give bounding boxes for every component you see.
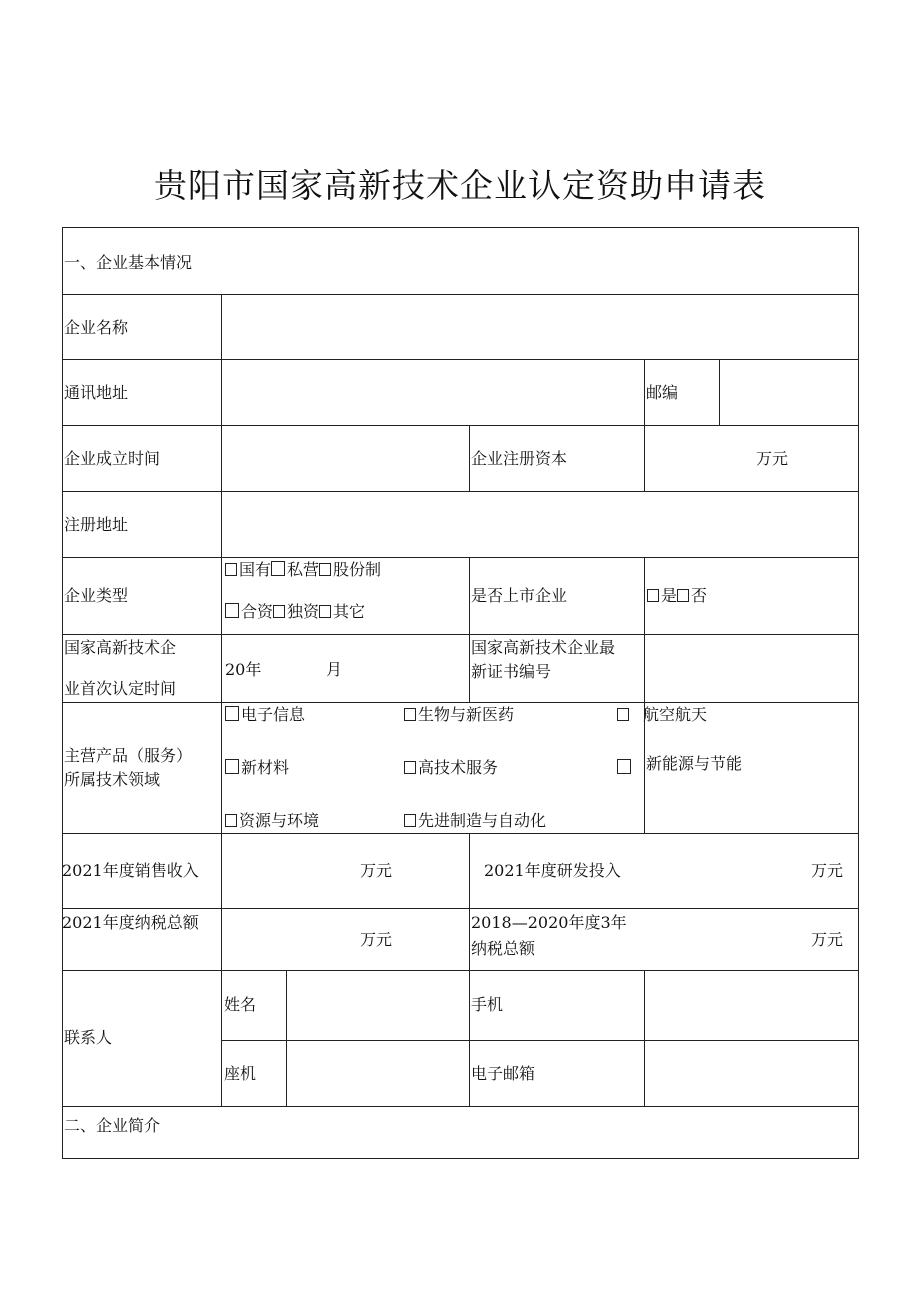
landline-field[interactable] <box>287 1041 467 1104</box>
other-type-checkbox[interactable] <box>319 605 331 618</box>
listed-options: 是 否 <box>647 586 707 606</box>
contact-label: 联系人 <box>64 1028 113 1047</box>
contact-name-field[interactable] <box>287 971 467 1038</box>
postcode-label: 邮编 <box>646 383 679 402</box>
rd-label: 2021年度研发投入 <box>484 861 621 880</box>
electronic-checkbox[interactable] <box>225 706 239 721</box>
tech-field-label-line2: 所属技术领域 <box>64 770 161 789</box>
resources-checkbox[interactable] <box>225 814 237 827</box>
listed-label: 是否上市企业 <box>471 586 568 605</box>
option-electronic: 电子信息 <box>225 705 305 725</box>
address-label: 通讯地址 <box>64 383 129 402</box>
reg-address-field[interactable] <box>222 492 856 554</box>
hitech-service-checkbox[interactable] <box>404 761 416 774</box>
contact-name-label: 姓名 <box>224 995 257 1014</box>
tax-unit: 万元 <box>360 930 393 949</box>
tax3-label-line2: 纳税总额 <box>471 939 536 958</box>
mobile-label: 手机 <box>471 995 504 1014</box>
listed-yes-checkbox[interactable] <box>647 589 659 602</box>
state-owned-checkbox[interactable] <box>225 563 237 576</box>
listed-no-checkbox[interactable] <box>677 589 689 602</box>
tax-label: 2021年度纳税总额 <box>62 913 199 932</box>
rd-unit: 万元 <box>811 861 844 880</box>
mobile-field[interactable] <box>645 971 856 1038</box>
energy-checkbox[interactable] <box>617 759 631 774</box>
reg-address-label: 注册地址 <box>64 515 129 534</box>
postcode-field[interactable] <box>720 360 856 422</box>
manufacturing-checkbox[interactable] <box>404 814 416 827</box>
company-name-field[interactable] <box>222 295 856 357</box>
section-company-profile-heading: 二、企业简介 <box>64 1116 161 1135</box>
joint-stock-checkbox[interactable] <box>319 563 331 576</box>
section-basic-info-heading: 一、企业基本情况 <box>64 253 193 272</box>
company-type-label: 企业类型 <box>64 586 129 605</box>
option-energy-label: 新能源与节能 <box>646 754 743 773</box>
email-label: 电子邮箱 <box>471 1064 536 1083</box>
form-title: 贵阳市国家高新技术企业认定资助申请表 <box>154 166 766 205</box>
option-manufacturing: 先进制造与自动化 <box>404 811 546 831</box>
bio-checkbox[interactable] <box>404 708 416 721</box>
latest-cert-label-line2: 新证书编号 <box>471 662 552 681</box>
latest-cert-field[interactable] <box>645 636 856 698</box>
option-resources: 资源与环境 <box>225 811 319 831</box>
private-checkbox[interactable] <box>271 561 285 576</box>
reg-capital-label: 企业注册资本 <box>471 449 568 468</box>
email-field[interactable] <box>645 1041 856 1104</box>
sole-foreign-checkbox[interactable] <box>273 605 285 618</box>
first-cert-month[interactable]: 月 <box>326 660 343 679</box>
founded-field[interactable] <box>222 426 467 488</box>
latest-cert-label-line1: 国家高新技术企业最 <box>471 638 616 657</box>
energy-checkbox-wrap <box>617 758 633 778</box>
company-name-label: 企业名称 <box>64 318 129 337</box>
aerospace-checkbox[interactable] <box>617 708 629 721</box>
option-hitech-service: 高技术服务 <box>404 758 498 778</box>
company-type-options-row2: 合资 独资 其它 <box>225 602 365 622</box>
option-materials: 新材料 <box>225 758 289 778</box>
reg-capital-unit: 万元 <box>756 449 789 468</box>
company-type-options-row1: 国有 私营 股份制 <box>225 560 381 580</box>
option-aerospace: 航空航天 <box>617 705 707 725</box>
sales-unit: 万元 <box>360 861 393 880</box>
option-bio: 生物与新医药 <box>404 705 514 725</box>
tech-field-label-line1: 主营产品（服务） <box>64 746 193 765</box>
sales-label: 2021年度销售收入 <box>62 861 199 880</box>
first-cert-label-line1: 国家高新技术企 <box>64 638 177 657</box>
joint-venture-checkbox[interactable] <box>225 603 239 618</box>
landline-label: 座机 <box>224 1064 257 1083</box>
tax3-label-line1: 2018—2020年度3年 <box>471 913 627 932</box>
tax3-unit: 万元 <box>811 930 844 949</box>
materials-checkbox[interactable] <box>225 759 239 774</box>
first-cert-label-line2: 业首次认定时间 <box>64 679 177 698</box>
first-cert-year[interactable]: 20年 <box>225 660 262 679</box>
founded-label: 企业成立时间 <box>64 449 161 468</box>
address-field[interactable] <box>222 360 642 422</box>
